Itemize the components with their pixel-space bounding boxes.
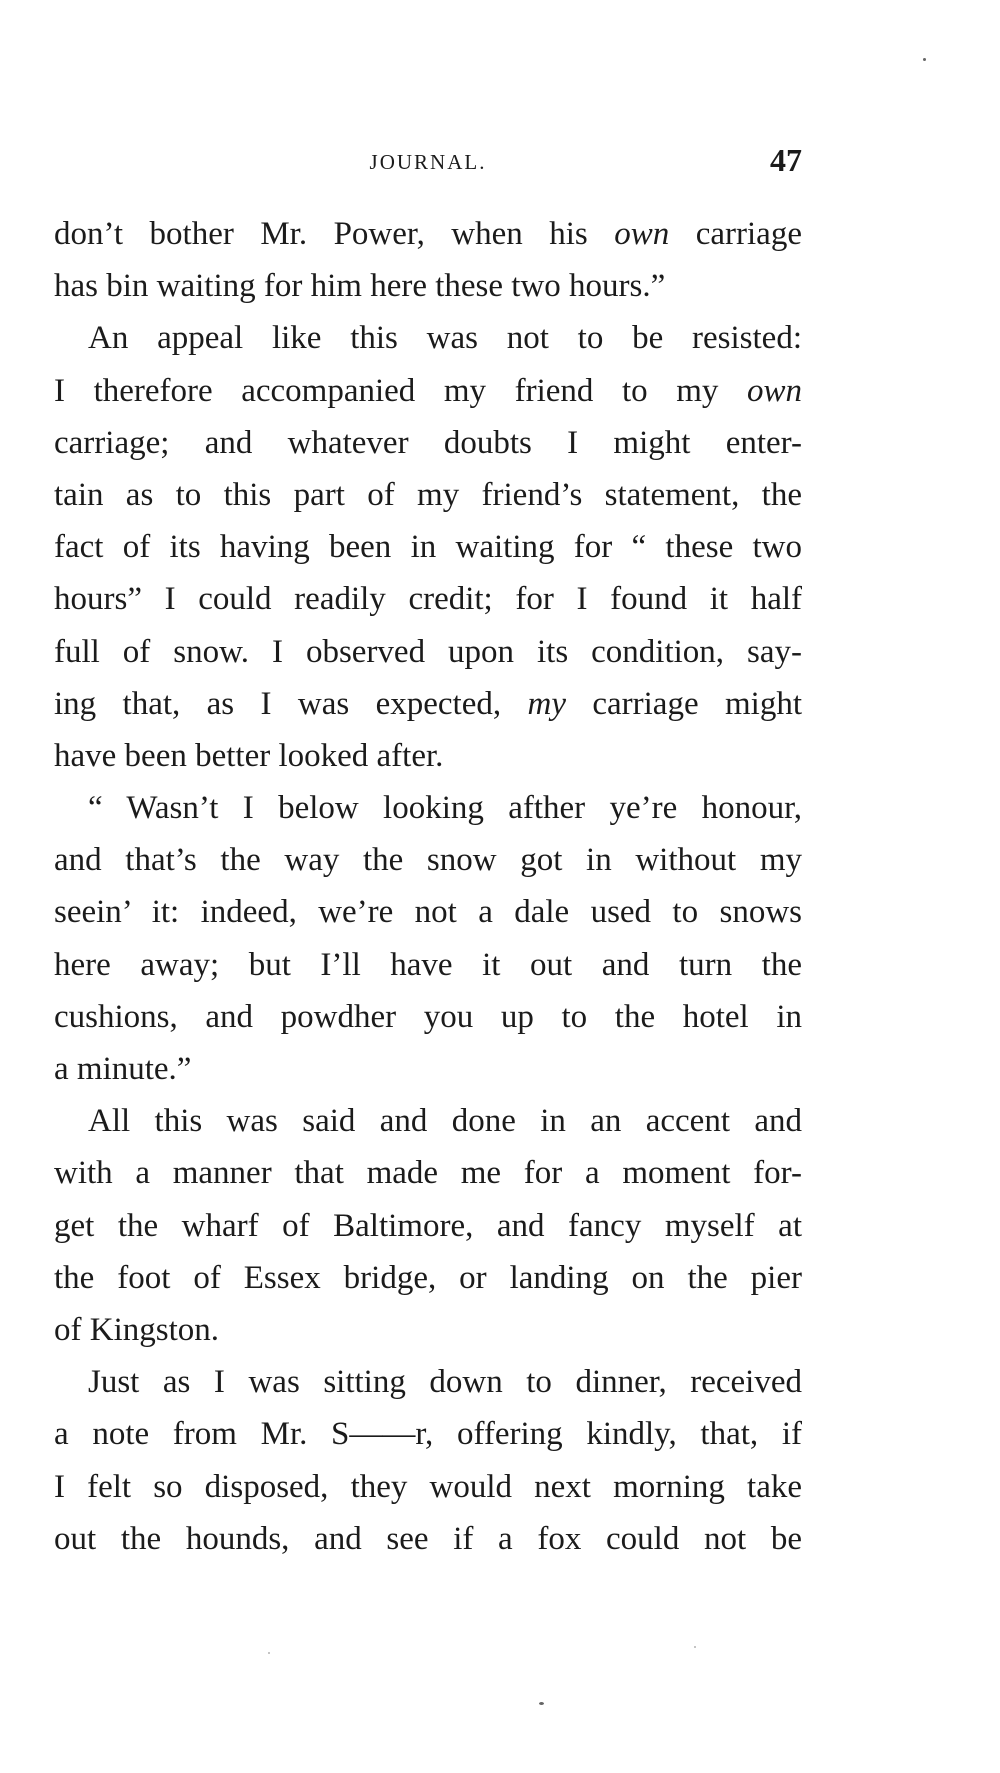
text-line: “ Wasn’t I below looking afther ye’re honour, [88,790,802,827]
text-line: seein’ it: indeed, we’re not a dale used to snows [54,894,802,931]
text-line: a minute.” [54,1051,192,1087]
text-line: An appeal like this was not to be resisted: [88,320,802,357]
text-line: full of snow. I observed upon its condition, say- [54,633,802,670]
text-line: tain as to this part of my friend’s statement, the [54,476,802,513]
paper-speck [268,1652,270,1654]
text-line: Just as I was sitting down to dinner, received [88,1364,802,1401]
paper-speck [923,58,926,61]
text-line: I therefore accompanied my friend to my own [54,372,802,409]
text-line: here away; but I’ll have it out and turn the [54,946,802,983]
paper-speck [539,1702,544,1705]
text-line: carriage; and whatever doubts I might enter- [54,424,802,461]
text-line: out the hounds, and see if a fox could not be [54,1520,802,1557]
text-line: a note from Mr. S——r, offering kindly, that, if [54,1416,802,1453]
text-line: the foot of Essex bridge, or landing on the pier [54,1259,802,1296]
text-line: of Kingston. [54,1311,219,1348]
text-line: don’t bother Mr. Power, when his own carriage [54,216,802,252]
text-line: has bin waiting for him here these two hours.” [54,268,666,305]
text-line: I felt so disposed, they would next morning take [54,1468,802,1505]
text-line: and that’s the way the snow got in without my [54,842,802,879]
text-line: All this was said and done in an accent and [88,1103,802,1140]
text-line: get the wharf of Baltimore, and fancy myself at [54,1207,802,1244]
running-head: JOURNAL. [369,150,487,174]
text-line: fact of its having been in waiting for “ these two [54,529,802,566]
text-line: ing that, as I was expected, my carriage might [54,685,802,722]
paper-speck [694,1646,696,1648]
page-number: 47 [770,142,802,178]
text-line: have been better looked after. [54,737,444,774]
page-header [54,140,802,184]
body-text [54,208,802,1565]
text-line: hours” I could readily credit; for I found it half [54,581,802,618]
text-line: with a manner that made me for a moment for- [54,1155,802,1192]
text-line: cushions, and powdher you up to the hotel in [54,998,802,1035]
